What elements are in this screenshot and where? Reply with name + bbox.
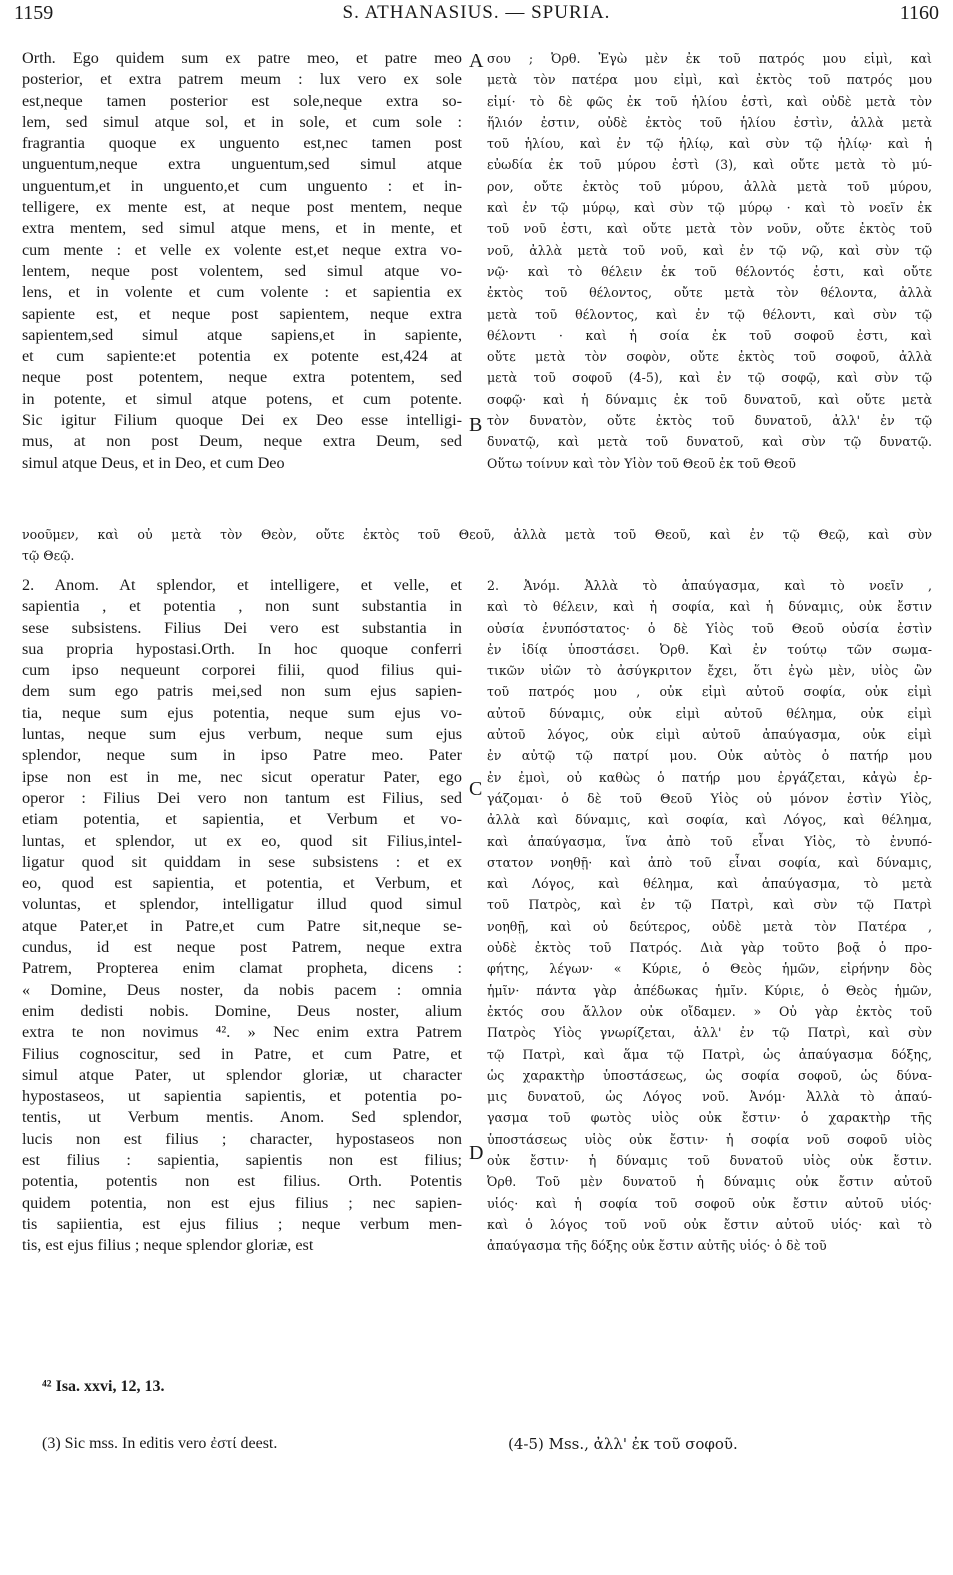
text-line: sapiente est, et neque post sapientem, neque extra — [22, 304, 462, 323]
text-line: τοῦ πατρός μου , οὐκ εἰμὶ αὐτοῦ σοφία, οὐκ εἰμὶ — [487, 684, 932, 700]
scripture-footnote: ⁴² Isa. xxvi, 12, 13. — [42, 1378, 165, 1395]
text-line: αὐτοῦ λόγος, οὐκ εἰμὶ αὐτοῦ ἀπαύγασμα, οὐκ εἰμὶ — [487, 727, 932, 743]
text-line: voluntas, et splendor, intelligatur illud quod simul — [22, 895, 462, 914]
text-line: γασμα τοῦ φωτὸς υἱὸς οὐκ ἔστιν· ὁ χαρακτὴρ τῆς — [487, 1110, 932, 1126]
text-line: ἥλιόν ἐστιν, οὐδὲ ἐκτὸς τοῦ ἡλίου ἐστὶν, ἀλλὰ μετὰ — [487, 114, 932, 130]
text-line: cum ipso nequeunt corporei filii, quod filius qui- — [22, 661, 462, 680]
text-line: lens, et in volente et cum volente : et sapientia ex — [22, 283, 462, 302]
text-line: νοῦ, ἀλλὰ μετὰ τοῦ νοῦ, καὶ ἐν τῷ νῷ, καὶ σὺν τῷ — [487, 242, 932, 258]
text-line: οὔτε μετὰ τὸν σοφὸν, οὔτε ἐκτὸς τοῦ σοφοῦ, ἀλλὰ — [487, 349, 932, 365]
text-line: νοηθῇ, καὶ οὐ δεύτερος, οὐδὲ μετὰ τὸν Πατέρα , — [487, 918, 932, 934]
text-line: posterior, et extra patrem meum : lux vero ex sole — [22, 70, 462, 89]
text-line: ἐν ἐμοὶ, οὐ καθὼς ὁ πατήρ μου ἐργάζεται, κἀγὼ ἐρ- — [487, 769, 932, 785]
greek-wide-line — [22, 524, 932, 567]
text-line: οὐδὲ ἐκτὸς τοῦ Πατρός. Διὰ γὰρ τοῦτο βοᾷ ὁ προ- — [487, 940, 932, 956]
text-line: operor : Filius Dei vero non tantum est Filius, sed — [22, 788, 462, 807]
margin-letter-b: B — [469, 414, 483, 436]
text-line: eo, quod est sapientia, et potentia, et Verbum, et — [22, 874, 462, 893]
text-line: lucis non est filius ; character, hypostaseos non — [22, 1129, 462, 1148]
footnote-3: (3) Sic mss. In editis vero ἐστί deest. — [42, 1435, 278, 1452]
text-line: θέλοντι · καὶ ἡ σοία ἐκ τοῦ σοφοῦ ἐστι, καὶ — [487, 327, 932, 343]
text-line: in potente, et simul atque potens, et cum potente. — [22, 389, 462, 408]
greek-wide-line-1: νοοῦμεν, καὶ οὐ μετὰ τὸν Θεὸν, οὔτε ἐκτὸς τοῦ Θεοῦ, ἀλλὰ μετὰ τοῦ Θεοῦ, καὶ ἐν τῷ Θεῷ, καὶ σὺν — [22, 527, 932, 542]
right-page-number: 1160 — [899, 2, 939, 24]
text-line: lentem, neque post volentem, sed simul atque vo- — [22, 261, 462, 280]
text-line: et cum sapiente:et potentia ex potente est,424 at — [22, 347, 462, 366]
text-line: Sic igitur Filium quoque Dei ex Deo esse intelligi- — [22, 411, 462, 430]
text-line: ἐν αὐτῷ τῷ πατρί μου. Οὐκ αὐτὸς ὁ πατήρ μου — [487, 748, 932, 764]
latin-column-bottom — [22, 575, 462, 1257]
text-line: est filius : sapientia, sapientis non est filius; — [22, 1151, 462, 1170]
text-line: atque Pater,et in Patre,et cum Patre sit,neque se- — [22, 916, 462, 935]
text-line: ὡς χαρακτὴρ ὑποστάσεως, ὡς σοφία σοφοῦ, ὡς δύνα- — [487, 1067, 932, 1083]
text-line: 2. Anom. At splendor, et intelligere, et velle, et — [22, 576, 462, 594]
left-page-number: 1159 — [14, 2, 54, 24]
text-line: fragrantia quoque ex unguento est,nec tamen post — [22, 134, 462, 153]
margin-letter-d: D — [469, 1142, 484, 1164]
latin-column-top — [22, 48, 462, 474]
text-line: dem sum ego patris mei,sed non sum ejus sapien- — [22, 682, 462, 701]
text-line: luntas, et splendor, ut ex eo, quod sit Filius,intel- — [22, 831, 462, 850]
text-line: « Domine, Deus noster, da nobis pacem : omnia — [22, 980, 462, 999]
text-line: lem, sed simul atque sol, et in sole, et cum sole : — [22, 112, 462, 131]
greek-column-top — [487, 48, 932, 474]
text-line: simul atque Deus, et in Deo, et cum Deo — [22, 453, 285, 472]
text-line: αὐτοῦ δύναμις, οὐκ εἰμὶ αὐτοῦ θέλημα, οὐκ εἰμὶ — [487, 705, 932, 721]
text-line: sapientem,sed simul atque sapiens,et in sapiente, — [22, 325, 462, 344]
text-line: καὶ ἀπαύγασμα, ἵνα ἀπὸ τοῦ εἶναι Υἱὸς, τὸ ἐνυπό- — [487, 833, 932, 849]
text-line: ἐκτός σου ἄλλον οὐκ οἴδαμεν. » Οὐ γὰρ ἐκτὸς τοῦ — [487, 1003, 932, 1019]
text-line: simul atque Pater, ut splendor gloriæ, ut character — [22, 1065, 462, 1084]
text-line: σου ; Ὀρθ. Ἐγὼ μὲν ἐκ τοῦ πατρός μου εἰμὶ, καὶ — [487, 51, 932, 66]
text-line: ἐκτὸς τοῦ θέλοντος, οὔτε μετὰ τὸν θέλοντα, ἀλλὰ — [487, 285, 932, 301]
text-line: στατον νοηθῇ· καὶ ἀπὸ τοῦ εἶναι σοφία, καὶ δύναμις, — [487, 854, 932, 870]
text-line: ἐν ἰδίᾳ ὑποστάσει. Ὀρθ. Καὶ ἐν τούτῳ τῶν σωμα- — [487, 641, 932, 657]
text-line: Patrem, Propterea enim clamat propheta, dicens : — [22, 959, 462, 978]
text-line: οὐκ ἔστιν· ἡ δύναμις τοῦ δυνατοῦ υἱὸς οὐκ ἔστιν. — [487, 1153, 932, 1169]
text-line: Filius cognoscitur, sed in Patre, et cum Patre, et — [22, 1044, 462, 1063]
margin-letter-a: A — [469, 50, 484, 72]
text-line: 2. Ἀνόμ. Ἀλλὰ τὸ ἀπαύγασμα, καὶ τὸ νοεῖν , — [487, 578, 932, 593]
greek-column-bottom — [487, 575, 932, 1257]
text-line: εἰμί· τὸ δὲ φῶς ἐκ τοῦ ἡλίου ἐστὶ, καὶ οὐδὲ μετὰ τὸν — [487, 93, 932, 109]
text-line: extra mentem, sed simul atque mens, et in mente, et — [22, 219, 462, 238]
running-title: S. ATHANASIUS. — SPURIA. — [342, 2, 611, 23]
text-line: tia, neque sum ejus potentia, neque sum ejus vo- — [22, 703, 462, 722]
text-line: ρον, οὔτε ἐκτὸς τοῦ μύρου, ἀλλὰ μετὰ τοῦ μύρου, — [487, 178, 932, 194]
text-line: unguentum,et in unguento,et cum unguento : et in- — [22, 176, 462, 195]
margin-letter-c: C — [469, 778, 483, 800]
text-line: ἀλλὰ καὶ δύναμις, καὶ σοφία, καὶ Λόγος, καὶ θέλημα, — [487, 812, 932, 828]
text-line: τικῶν υἱῶν τὸ ἀσύγκριτον ἔχει, ὅτι ἐγὼ μὲν, υἱὸς ὢν — [487, 663, 932, 679]
footnote-4-5: (4-5) Mss., ἀλλ' ἐκ τοῦ σοφοῦ. — [508, 1435, 738, 1453]
text-line: Orth. Ego quidem sum ex patre meo, et patre meo — [22, 49, 462, 67]
text-line: ἀπαύγασμα τῆς δόξης οὐκ ἔστιν αὐτῆς υἱός· ὁ δὲ τοῦ — [487, 1238, 827, 1254]
text-line: μετὰ τοῦ θέλοντος, καὶ ἐν τῷ θέλοντι, καὶ σὺν τῷ — [487, 306, 932, 322]
text-line: extra te non novimus ⁴². » Nec enim extra Patrem — [22, 1023, 462, 1042]
running-header — [14, 2, 939, 32]
text-line: neque post potentem, neque extra potentem, sed — [22, 368, 462, 387]
text-line: ἡμῖν· πάντα γὰρ ἀπέδωκας ἡμῖν. Κύριε, ὁ Θεὸς ἡμῶν, — [487, 982, 932, 998]
text-line: καὶ Λόγος, καὶ θέλημα, καὶ ἀπαύγασμα, τὸ μετὰ — [487, 876, 932, 892]
text-line: γάζομαι· ὁ δὲ τοῦ Θεοῦ Υἱὸς οὐ μόνον ἐστὶν Υἱὸς, — [487, 790, 932, 806]
text-line: potentia, potentis non est filius. Orth. Potentis — [22, 1172, 462, 1191]
text-line: mus, at non post Deum, neque extra Deum, sed — [22, 432, 462, 451]
text-line: εὐωδία ἐκ τοῦ μύρου ἐστὶ (3), καὶ οὔτε μετὰ τὸ μύ- — [487, 157, 932, 173]
text-line: οὐσία ἐνυπόστατος· ὁ δὲ Υἱὸς τοῦ Θεοῦ οὐσία ἐστὶν — [487, 620, 932, 636]
text-line: etiam potentia, et sapientia, et Verbum et vo- — [22, 810, 462, 829]
text-line: tis, est ejus filius ; neque splendor gloriæ, est — [22, 1236, 314, 1255]
text-line: υἱός· καὶ ἡ σοφία τοῦ σοφοῦ οὐκ ἔστιν αὐτοῦ υἱός· — [487, 1195, 932, 1211]
text-line: μις δυνατοῦ, ὡς Λόγος νοῦ. Ἀνόμ· Ἀλλὰ τὸ ἀπαύ- — [487, 1089, 932, 1105]
text-line: ὑποστάσεως υἱὸς οὐκ ἔστιν· ἡ σοφία νοῦ σοφοῦ υἱὸς — [487, 1131, 932, 1147]
text-line: enim dedisti nobis. Domine, Deus noster, alium — [22, 1001, 462, 1020]
text-line: Ὀρθ. Τοῦ μὲν δυνατοῦ ἡ δύναμις οὐκ ἔστιν αὐτοῦ — [487, 1174, 932, 1190]
text-line: ipse non est in me, nec sicut operatur Pater, ego — [22, 767, 462, 786]
text-line: μετὰ τὸν πατέρα μου εἰμὶ, καὶ ἐκτὸς τοῦ πατρός μου — [487, 72, 932, 88]
text-line: telligere, ex mente est, at neque post mentem, neque — [22, 198, 462, 217]
greek-wide-line-2: τῷ Θεῷ. — [22, 548, 75, 564]
text-line: τοῦ νοῦ ἐστι, καὶ οὔτε μετὰ τὸν νοῦν, οὔτε ἐκτὸς τοῦ — [487, 221, 932, 237]
text-line: δυνατῷ, καὶ μετὰ τοῦ δυνατοῦ, καὶ σὺν τῷ δυνατῷ. — [487, 434, 932, 450]
text-line: τὸν δυνατὸν, οὔτε ἐκτὸς τοῦ δυνατοῦ, ἀλλ' ἐν τῷ — [487, 413, 932, 429]
text-line: luntas, neque sum ejus verbum, neque sum ejus — [22, 725, 462, 744]
text-line: Πατρὸς Υἱὸς γνωρίζεται, ἀλλ' ἐν τῷ Πατρὶ, καὶ σὺν — [487, 1025, 932, 1041]
text-line: quidem potentia, non est ejus filius ; nec sapien- — [22, 1193, 462, 1212]
text-line: cum mente : et velle ex volente est,et neque extra vo- — [22, 240, 462, 259]
text-line: μετὰ τοῦ σοφοῦ (4-5), καὶ ἐν τῷ σοφῷ, καὶ σὺν τῷ — [487, 370, 932, 386]
text-line: sua propria hypostasi.Orth. In hoc quoque conferri — [22, 639, 462, 658]
text-line: τῷ Πατρὶ, καὶ ἅμα τῷ Πατρὶ, ὡς ἀπαύγασμα δόξης, — [487, 1046, 932, 1062]
text-line: ligatur quod sit quiddam in sese subsistens : et ex — [22, 852, 462, 871]
text-line: cundus, id est neque post Patrem, neque extra — [22, 938, 462, 957]
text-line: τοῦ Πατρὸς, καὶ ἐν τῷ Πατρὶ, καὶ σὺν τῷ Πατρὶ — [487, 897, 932, 913]
text-line: καὶ ὁ λόγος τοῦ νοῦ οὐκ ἔστιν αὐτοῦ υἱός· καὶ τὸ — [487, 1216, 932, 1232]
text-line: est,neque tamen posterior est sole,neque extra so- — [22, 91, 462, 110]
text-line: tis sapiientia, est ejus filius ; neque verbum men- — [22, 1214, 462, 1233]
text-line: splendor, neque sum in ipso Patre meo. Pater — [22, 746, 462, 765]
text-line: τοῦ ἡλίου, καὶ ἐν τῷ ἡλίῳ, καὶ σὺν τῷ ἡλίῳ· καὶ ἡ — [487, 136, 932, 152]
text-line: unguentum,neque extra unguentum,sed simul atque — [22, 155, 462, 174]
text-line: tentis, ut Verbum mentis. Anom. Sed splendor, — [22, 1108, 462, 1127]
text-line: νῷ· καὶ τὸ θέλειν ἐκ τοῦ θέλοντός ἐστι, καὶ οὔτε — [487, 263, 932, 279]
text-line: hypostaseos, ut sapientia sapientis, et potentia po- — [22, 1087, 462, 1106]
text-line: sapientia , et potentia , non sunt substantia in — [22, 597, 462, 616]
text-line: καὶ ἐν τῷ μύρῳ, καὶ σὺν τῷ μύρῳ · καὶ τὸ νοεῖν ἐκ — [487, 200, 932, 216]
text-line: καὶ τὸ θέλειν, καὶ ἡ σοφία, καὶ ἡ δύναμις, οὐκ ἔστιν — [487, 599, 932, 615]
text-line: φήτης, λέγων· « Κύριε, ὁ Θεὸς ἡμῶν, εἰρήνην δὸς — [487, 961, 932, 977]
text-line: σοφῷ· καὶ ἡ δύναμις ἐκ τοῦ δυνατοῦ, καὶ οὔτε μετὰ — [487, 391, 932, 407]
text-line: Οὕτω τοίνυν καὶ τὸν Υἱὸν τοῦ Θεοῦ ἐκ τοῦ Θεοῦ — [487, 455, 796, 471]
text-line: sese subsistens. Filius Dei vero est substantia in — [22, 618, 462, 637]
